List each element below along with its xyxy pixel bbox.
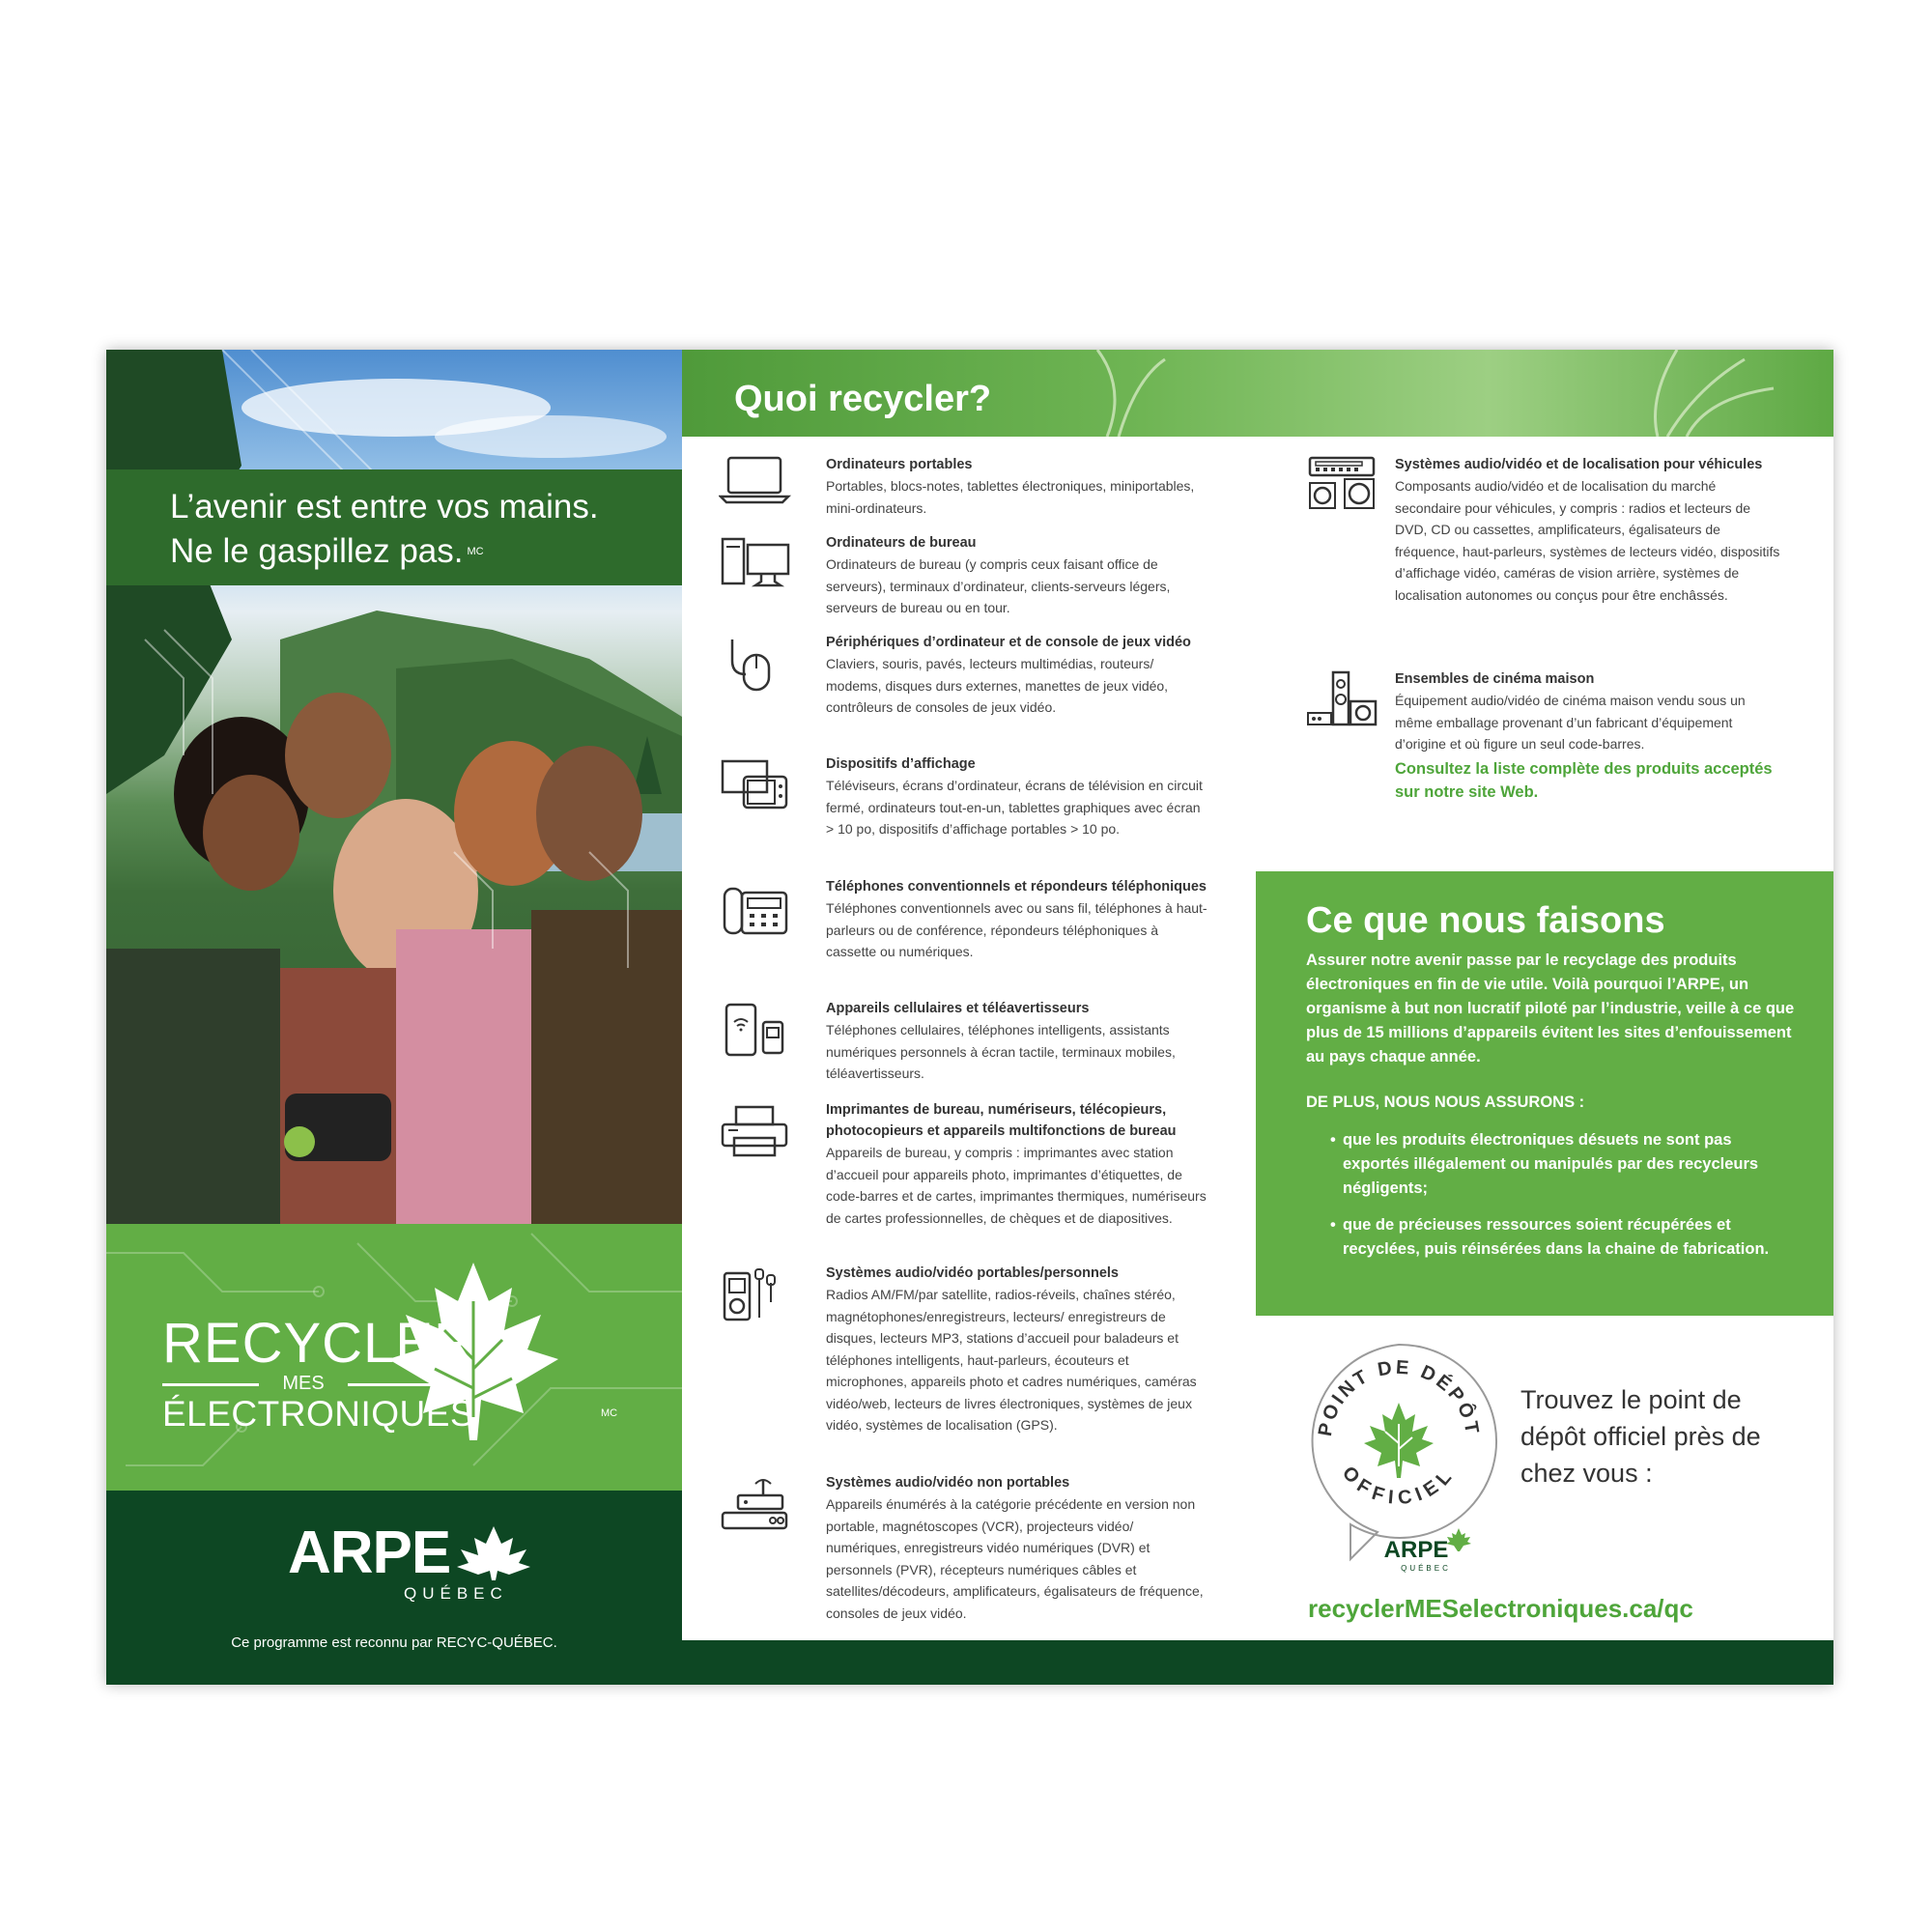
slogan-line-2: Ne le gaspillez pas. $^{MC}$: [170, 532, 484, 570]
item-title: Périphériques d’ordinateur et de console de jeux vidéo: [826, 635, 1191, 650]
item-description: Téléviseurs, écrans d’ordinateur, écrans de télévision en circuit fermé, ordinateurs tout-en-un, tablettes graphiques avec écran > 10 po, dispositifs d’affichage portables > 10 po.: [826, 778, 1203, 837]
find-dropoff-text: Trouvez le point de dépôt officiel près de chez vous :: [1520, 1385, 1761, 1488]
seal-leaf-icon: [1364, 1403, 1434, 1478]
trademark-mark: MC: [467, 546, 484, 557]
what-we-do-panel: [1256, 871, 1833, 1316]
item-description: Composants audio/vidéo et de localisation du marché secondaire pour véhicules, y compris : radios et lecteurs de DVD, CD ou cassettes, amplificateurs, égalisateurs de fréquence, haut-parleurs, systèmes de lecteurs vidéo, dispositifs d’affichage vidéo, caméras de vision arrière, systèmes de localisation autonomes ou conçus pour être enchâssés.: [1395, 478, 1780, 603]
list-item: [826, 998, 1208, 1085]
item-title: Systèmes audio/vidéo non portables: [826, 1475, 1070, 1491]
item-title: Imprimantes de bureau, numériseurs, télécopieurs, photocopieurs et appareils multifonctions de bureau: [826, 1102, 1177, 1139]
router-icon: [719, 1476, 796, 1538]
seal-top-text: POINT DE DÉPÔT: [1314, 1356, 1484, 1438]
item-title: Systèmes audio/vidéo portables/personnels: [826, 1265, 1119, 1281]
slogan-line-1: L’avenir est entre vos mains.: [170, 488, 599, 526]
cell-phone-icon: [719, 999, 796, 1061]
car-audio-icon: [1306, 454, 1383, 516]
what-we-do-list: [1343, 1128, 1787, 1274]
cover-slogan: [170, 485, 599, 574]
list-item: [1395, 668, 1781, 755]
official-dropoff-seal: [1293, 1335, 1505, 1577]
recycler-logo: [162, 1312, 475, 1434]
laptop-icon: [719, 450, 796, 512]
products-link[interactable]: Consultez la liste complète des produits acceptés sur notre site Web.: [1395, 760, 1773, 801]
arpe-logo: [288, 1520, 532, 1603]
logo-line-mes: MES: [162, 1374, 444, 1393]
item-description: Équipement audio/vidéo de cinéma maison vendu sous un même emballage provenant d’un fabricant d’équipement d’origine et où figure un seul code-barres.: [1395, 693, 1746, 752]
item-description: Portables, blocs-notes, tablettes électroniques, miniportables, mini-ordinateurs.: [826, 478, 1195, 516]
what-we-do-intro: Assurer notre avenir passe par le recyclage des produits électroniques en fin de vie utile. Voilà pourquoi l’ARPE, un organisme à but non lucratif piloté par l’industrie, veille à ce que plus de 15 millions d’appareils évitent les sites d’enfouissement au pays chaque année.: [1306, 952, 1795, 1065]
item-title: Systèmes audio/vidéo et de localisation pour véhicules: [1395, 457, 1763, 472]
list-item: [826, 1099, 1208, 1229]
quoi-title: Quoi recycler?: [734, 379, 992, 419]
desk-phone-icon: [719, 879, 796, 941]
item-title: Ordinateurs de bureau: [826, 535, 977, 551]
item-description: Claviers, souris, pavés, lecteurs multimédias, routeurs/ modems, disques durs externes, manettes de jeux vidéo, contrôleurs de consoles de jeux vidéo.: [826, 656, 1169, 715]
what-we-do-subtitle: DE PLUS, NOUS NOUS ASSURONS :: [1306, 1094, 1585, 1111]
what-we-do-title: Ce que nous faisons: [1306, 900, 1665, 941]
cover-panel: [106, 350, 682, 1685]
list-item: [826, 753, 1208, 840]
item-description: Téléphones cellulaires, téléphones intelligents, assistants numériques personnels à écran tactile, terminaux mobiles, téléavertisseurs.: [826, 1022, 1176, 1081]
seal-region: QUÉBEC: [1401, 1564, 1451, 1573]
quoi-banner: [682, 350, 1833, 437]
list-item: [826, 876, 1208, 963]
seal-arpe: ARPE: [1383, 1537, 1449, 1563]
item-title: Ensembles de cinéma maison: [1395, 671, 1595, 687]
seal-bottom-text: OFFICIEL: [1337, 1462, 1460, 1510]
list-item: [826, 1263, 1208, 1436]
item-description: Ordinateurs de bureau (y compris ceux faisant office de serveurs), terminaux d’ordinateur, clients-serveurs légers, serveurs de bureau ou en tour.: [826, 556, 1171, 615]
list-item: [826, 1472, 1208, 1624]
arpe-name: ARPE: [288, 1520, 451, 1586]
home-theater-icon: [1306, 668, 1383, 730]
printer-icon: [719, 1101, 796, 1163]
desktop-computer-icon: [719, 533, 796, 595]
list-item: [1395, 454, 1781, 606]
portable-audio-icon: [719, 1264, 796, 1325]
list-item: [826, 632, 1208, 719]
list-item: [826, 532, 1208, 619]
item-title: Ordinateurs portables: [826, 457, 973, 472]
website-link[interactable]: recyclerMESelectroniques.ca/qc: [1308, 1594, 1693, 1623]
list-item: • que de précieuses ressources soient récupérées et recyclées, puis réinsérées dans la chaine de fabrication.: [1343, 1213, 1787, 1262]
logo-line-recycler: RECYCLER: [162, 1312, 475, 1375]
item-description: Radios AM/FM/par satellite, radios-réveils, chaînes stéréo, magnétophones/enregistreurs, lecteurs/ enregistreurs de disques, lecteurs MP3, stations d’accueil pour baladeurs et téléphones intelligents, haut-parleurs, écouteurs et microphones, appareils photo et cadres numériques, caméras vidéo/web, lecteurs de livres électroniques, systèmes de jeux vidéo, systèmes de localisation (GPS).: [826, 1287, 1197, 1433]
item-title: Dispositifs d’affichage: [826, 756, 976, 772]
item-title: Appareils cellulaires et téléavertisseurs: [826, 1001, 1090, 1016]
display-devices-icon: [719, 755, 796, 817]
list-item: • que les produits électroniques désuets ne sont pas exportés illégalement ou manipulés par des recycleurs négligents;: [1343, 1128, 1787, 1201]
item-description: Téléphones conventionnels avec ou sans fil, téléphones à haut-parleurs ou de conférence, répondeurs téléphoniques à cassette ou numériques.: [826, 900, 1208, 959]
arpe-region: QUÉBEC: [404, 1584, 508, 1603]
item-description: Appareils de bureau, y compris : imprimantes avec station d’accueil pour appareils photo, imprimantes d’étiquettes, de code-barres et de cartes, imprimantes thermiques, numériseurs de cartes professionnelles, de chèques et de diapositives.: [826, 1145, 1207, 1226]
logo-line-electroniques: ÉLECTRONIQUES: [162, 1394, 475, 1434]
arpe-leaf-icon: [455, 1524, 532, 1582]
list-item: [826, 454, 1208, 519]
logo-trademark: MC: [601, 1407, 618, 1419]
program-note: Ce programme est reconnu par RECYC-QUÉBEC.: [231, 1634, 557, 1651]
item-title: Téléphones conventionnels et répondeurs téléphoniques: [826, 879, 1207, 895]
bottom-bar: [682, 1640, 1833, 1685]
item-description: Appareils énumérés à la catégorie précédente en version non portable, magnétoscopes (VCR), projecteurs vidéo/ numériques, enregistreurs vidéo numériques (DVR) et personnels (PVR), récepteurs numériques câbles et satellites/décodeurs, amplificateurs, égalisateurs de fréquence, consoles de jeux vidéo.: [826, 1496, 1204, 1621]
mouse-icon: [719, 632, 796, 694]
brochure-sheet: [106, 350, 1833, 1685]
